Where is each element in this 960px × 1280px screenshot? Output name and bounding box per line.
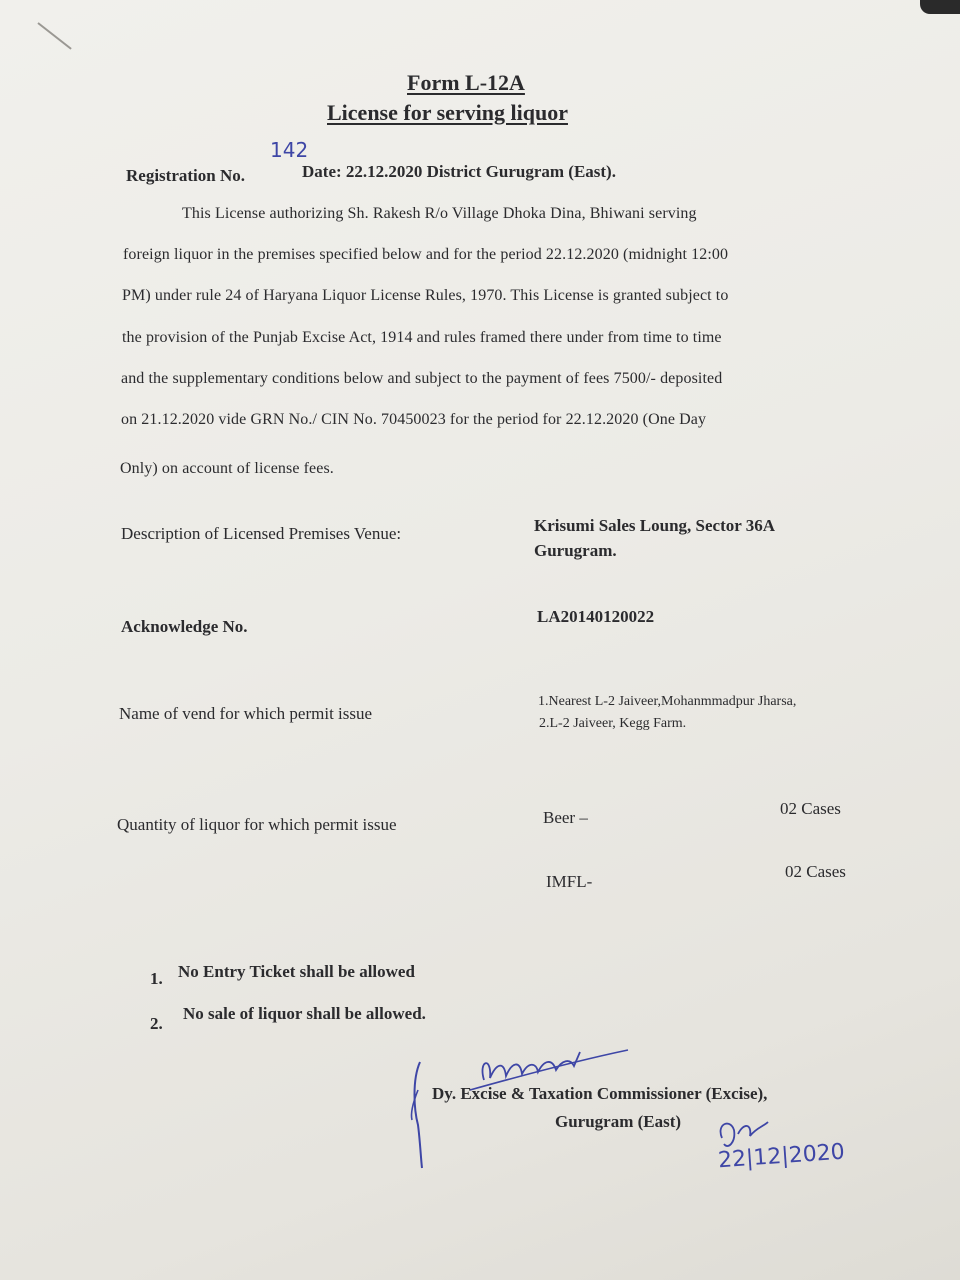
form-title: Form L-12A — [407, 70, 525, 95]
premises-label: Description of Licensed Premises Venue: — [121, 524, 402, 543]
vend-label: Name of vend for which permit issue — [119, 704, 373, 723]
quantity-item-name: Beer – — [543, 808, 588, 827]
body-line: the provision of the Punjab Excise Act, 1914 and rules framed there under from time to time — [122, 329, 722, 346]
premises-value-line1: Krisumi Sales Loung, Sector 36A — [534, 516, 776, 535]
quantity-item-name: IMFL- — [546, 872, 593, 891]
body-line: This License authorizing Sh. Rakesh R/o Village Dhoka Dina, Bhiwani serving — [182, 205, 697, 222]
quantity-label: Quantity of liquor for which permit issue — [117, 815, 397, 834]
form-subtitle: License for serving liquor — [327, 100, 568, 125]
handwritten-date: 22|12|2020 — [717, 1139, 846, 1174]
body-line: PM) under rule 24 of Haryana Liquor License Rules, 1970. This License is granted subject to — [122, 287, 729, 304]
body-line: and the supplementary conditions below and subject to the payment of fees 7500/- deposited — [121, 370, 723, 387]
body-line: Only) on account of license fees. — [120, 460, 334, 477]
condition-number: 1. — [150, 969, 163, 988]
condition-number: 2. — [150, 1014, 163, 1033]
vend-value-line1: 1.Nearest L-2 Jaiveer,Mohanmmadpur Jharsa, — [538, 694, 797, 709]
registration-label: Registration No. — [126, 166, 245, 185]
handwritten-number: 142 — [270, 138, 309, 162]
quantity-item-amount: 02 Cases — [780, 799, 841, 818]
signatory-title-line1: Dy. Excise & Taxation Commissioner (Excise), — [432, 1084, 768, 1103]
quantity-item-amount: 02 Cases — [785, 862, 846, 881]
condition-text: No Entry Ticket shall be allowed — [178, 962, 415, 981]
date-district: Date: 22.12.2020 District Gurugram (East). — [302, 162, 616, 181]
body-line: on 21.12.2020 vide GRN No./ CIN No. 70450023 for the period for 22.12.2020 (One Day — [121, 411, 707, 428]
acknowledge-value: LA20140120022 — [537, 607, 655, 626]
vend-value-line2: 2.L-2 Jaiveer, Kegg Farm. — [539, 716, 687, 731]
condition-text: No sale of liquor shall be allowed. — [183, 1004, 426, 1023]
acknowledge-label: Acknowledge No. — [121, 617, 248, 636]
signatory-title-line2: Gurugram (East) — [555, 1112, 682, 1131]
body-line: foreign liquor in the premises specified below and for the period 22.12.2020 (midnight 12:00 — [123, 246, 729, 263]
premises-value-line2: Gurugram. — [534, 541, 617, 560]
